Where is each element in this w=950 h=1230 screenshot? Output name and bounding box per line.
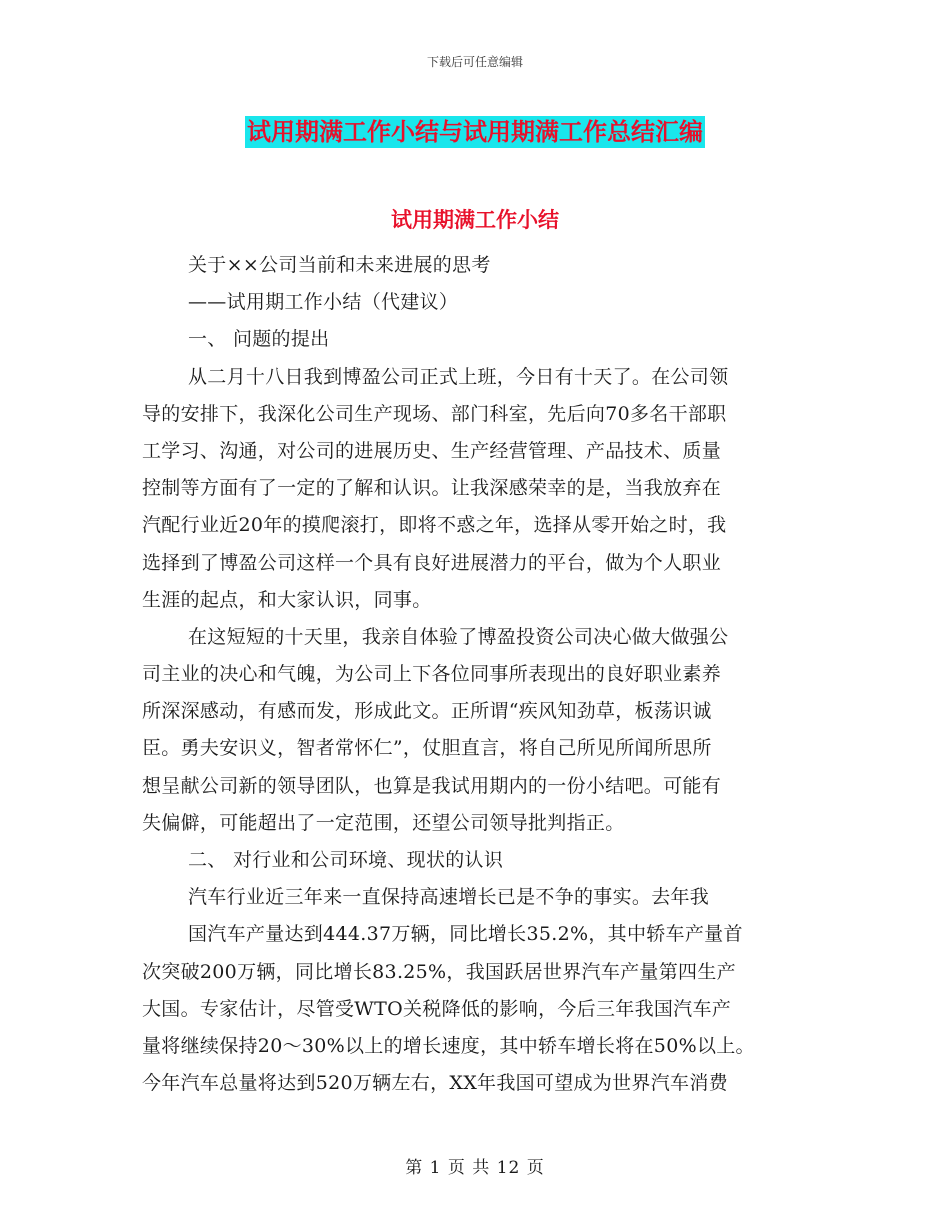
text-line: 在这短短的十天里，我亲自体验了博盈投资公司决心做大做强公: [188, 625, 729, 648]
text-line: 生涯的起点，和大家认识，同事。: [142, 588, 432, 611]
text-line: 关于××公司当前和未来进展的思考: [188, 254, 491, 276]
text-line: 从二月十八日我到博盈公司正式上班，今日有十天了。在公司领: [188, 365, 729, 388]
text-line: 大国。专家估计，尽管受WTO关税降低的影响，今后三年我国汽车产: [142, 997, 732, 1020]
text-line: 工学习、沟通，对公司的进展历史、生产经营管理、产品技术、质量: [142, 439, 722, 462]
text-line: 控制等方面有了一定的了解和认识。让我深感荣幸的是，当我放弃在: [142, 477, 722, 500]
text-line: 国汽车产量达到444.37万辆，同比增长35.2%，其中轿车产量首: [188, 923, 743, 946]
text-line: 失偏僻，可能超出了一定范围，还望公司领导批判指正。: [142, 811, 625, 834]
text-line: 导的安排下，我深化公司生产现场、部门科室，先后向70多名干部职: [142, 402, 727, 425]
text-line: ——试用期工作小结（代建议）: [188, 291, 459, 314]
text-line: 今年汽车总量将达到520万辆左右，XX年我国可望成为世界汽车消费: [142, 1072, 728, 1095]
text-line: 次突破200万辆，同比增长83.25%，我国跃居世界汽车产量第四生产: [142, 960, 736, 983]
page-footer: 第 1 页 共 12 页: [405, 1158, 545, 1178]
document-title-text: 试用期满工作小结与试用期满工作总结汇编: [247, 118, 703, 146]
header-note: 下载后可任意编辑: [426, 55, 523, 69]
text-line: 量将继续保持20～30%以上的增长速度，其中轿车增长将在50%以上。: [142, 1034, 755, 1057]
text-line: 臣。勇夫安识义，智者常怀仁”，仗胆直言，将自己所见所闻所思所: [142, 737, 712, 760]
text-line: 汽车行业近三年来一直保持高速增长已是不争的事实。去年我: [188, 886, 710, 909]
section-title: 试用期满工作小结: [391, 208, 559, 232]
body-text: [142, 247, 802, 1102]
text-line: 选择到了博盈公司这样一个具有良好进展潜力的平台，做为个人职业: [142, 551, 722, 574]
text-line: 所深深感动，有感而发，形成此文。正所谓“疾风知劲草，板荡识诚: [142, 700, 712, 723]
text-line: 汽配行业近20年的摸爬滚打，即将不惑之年，选择从零开始之时，我: [142, 514, 727, 537]
text-line: 二、 对行业和公司环境、现状的认识: [188, 849, 504, 871]
text-line: 一、 问题的提出: [188, 328, 330, 351]
document-title: [0, 112, 950, 147]
text-line: 司主业的决心和气魄，为公司上下各位同事所表现出的良好职业素养: [142, 663, 722, 686]
text-line: 想呈献公司新的领导团队，也算是我试用期内的一份小结吧。可能有: [142, 774, 722, 797]
